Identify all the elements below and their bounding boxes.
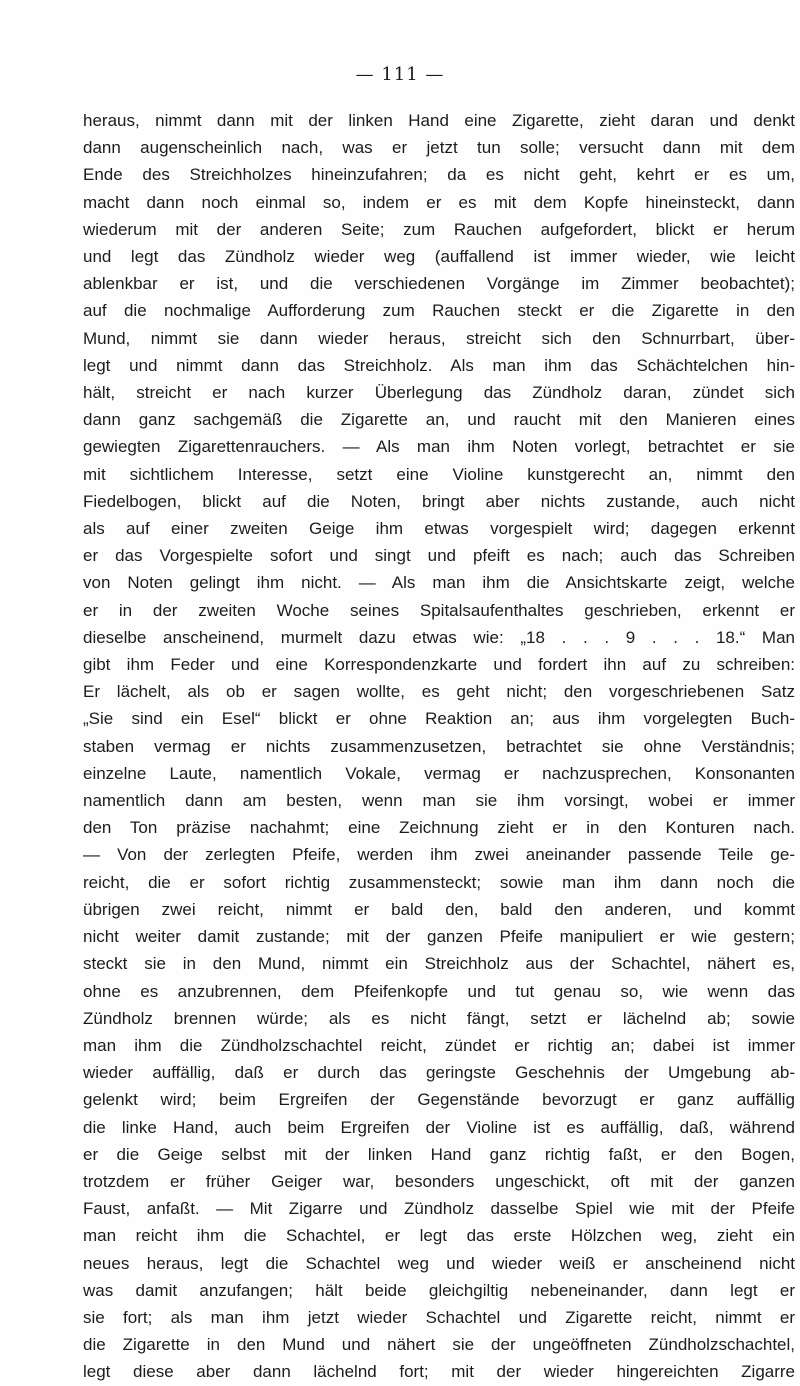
text-line: auf die nochmalige Aufforderung zum Rauchen steckt er die Zigarette in den — [83, 301, 795, 321]
text-line: Er lächelt, als ob er sagen wollte, es geht nicht; den vorgeschriebenen Satz — [83, 682, 795, 702]
text-line: die linke Hand, auch beim Ergreifen der Violine ist es auffällig, daß, während — [83, 1117, 795, 1137]
text-line: dieselbe anscheinend, murmelt dazu etwas wie: „18 . . . 9 . . . 18.“ Man — [83, 627, 795, 647]
text-line: den Ton präzise nachahmt; eine Zeichnung zieht er in den Konturen nach. — [83, 818, 795, 838]
text-line: neues heraus, legt die Schachtel weg und wieder weiß er anscheinend nicht — [83, 1253, 795, 1273]
text-line: er das Vorgespielte sofort und singt und pfeift es nach; auch das Schreiben — [83, 546, 795, 566]
page-number: — 111 — — [355, 64, 445, 85]
text-line: wiederum mit der anderen Seite; zum Rauchen aufgefordert, blickt er herum — [83, 219, 795, 239]
text-line: ohne es anzubrennen, dem Pfeifenkopfe und tut genau so, wie wenn das — [83, 981, 795, 1001]
text-line: sie fort; als man ihm jetzt wieder Schachtel und Zigarette reicht, nimmt er — [83, 1307, 795, 1327]
text-line: Ende des Streichholzes hineinzufahren; da es nicht geht, kehrt er es um, — [83, 165, 795, 185]
text-line: übrigen zwei reicht, nimmt er bald den, bald den anderen, und kommt — [83, 899, 795, 919]
text-line: gewiegten Zigarettenrauchers. — Als man ihm Noten vorlegt, betrachtet er sie — [83, 437, 795, 457]
text-line: als auf einer zweiten Geige ihm etwas vorgespielt wird; dagegen erkennt — [83, 519, 795, 539]
text-line: legt diese aber dann lächelnd fort; mit der wieder hingereichten Zigarre — [83, 1362, 795, 1382]
text-line: von Noten gelingt ihm nicht. — Als man ihm die Ansichtskarte zeigt, welche — [83, 573, 795, 593]
text-line: „Sie sind ein Esel“ blickt er ohne Reaktion an; aus ihm vorgelegten Buch- — [83, 709, 795, 729]
text-line: gibt ihm Feder und eine Korrespondenzkarte und fordert ihn auf zu schreiben: — [83, 655, 795, 675]
text-line: hält, streicht er nach kurzer Überlegung das Zündholz daran, zündet sich — [83, 383, 795, 403]
text-line: legt und nimmt dann das Streichholz. Als man ihm das Schächtelchen hin- — [83, 355, 795, 375]
text-line: er die Geige selbst mit der linken Hand ganz richtig faßt, er den Bogen, — [83, 1144, 795, 1164]
text-line: Fiedelbogen, blickt auf die Noten, bringt aber nichts zustande, auch nicht — [83, 491, 795, 511]
text-line: trotzdem er früher Geiger war, besonders ungeschickt, oft mit der ganzen — [83, 1171, 795, 1191]
text-line: ablenkbar er ist, und die verschiedenen Vorgänge im Zimmer beobachtet); — [83, 274, 795, 294]
text-line: dann ganz sachgemäß die Zigarette an, und raucht mit den Manieren eines — [83, 410, 795, 430]
text-line: gelenkt wird; beim Ergreifen der Gegenstände bevorzugt er ganz auffällig — [83, 1090, 795, 1110]
text-line: einzelne Laute, namentlich Vokale, vermag er nachzusprechen, Konsonanten — [83, 763, 795, 783]
text-line: man ihm die Zündholzschachtel reicht, zündet er richtig an; dabei ist immer — [83, 1035, 795, 1055]
text-line: Zündholz brennen würde; als es nicht fängt, setzt er lächelnd ab; sowie — [83, 1008, 795, 1028]
text-line: Mund, nimmt sie dann wieder heraus, streicht sich den Schnurrbart, über- — [83, 328, 795, 348]
text-line: mit sichtlichem Interesse, setzt eine Violine kunstgerecht an, nimmt den — [83, 464, 795, 484]
text-line: dann augenscheinlich nach, was er jetzt tun solle; versucht dann mit dem — [83, 138, 795, 158]
text-line: was damit anzufangen; hält beide gleichgiltig nebeneinander, dann legt er — [83, 1280, 795, 1300]
text-line: nicht weiter damit zustande; mit der ganzen Pfeife manipuliert er wie gestern; — [83, 927, 795, 947]
body-text — [83, 107, 795, 1386]
text-line: Faust, anfaßt. — Mit Zigarre und Zündholz dasselbe Spiel wie mit der Pfeife — [83, 1199, 795, 1219]
text-line: — Von der zerlegten Pfeife, werden ihm zwei aneinander passende Teile ge- — [83, 845, 795, 865]
text-line: und legt das Zündholz wieder weg (auffallend ist immer wieder, wie leicht — [83, 247, 795, 267]
text-line: wieder auffällig, daß er durch das geringste Geschehnis der Umgebung ab- — [83, 1063, 795, 1083]
text-line: staben vermag er nichts zusammenzusetzen, betrachtet sie ohne Verständnis; — [83, 736, 795, 756]
text-line: die Zigarette in den Mund und nähert sie der ungeöffneten Zündholzschachtel, — [83, 1335, 795, 1355]
text-line: reicht, die er sofort richtig zusammensteckt; sowie man ihm dann noch die — [83, 872, 795, 892]
text-line: er in der zweiten Woche seines Spitalsaufenthaltes geschrieben, erkennt er — [83, 600, 795, 620]
text-line: macht dann noch einmal so, indem er es mit dem Kopfe hineinsteckt, dann — [83, 192, 795, 212]
text-line: man reicht ihm die Schachtel, er legt das erste Hölzchen weg, zieht ein — [83, 1226, 795, 1246]
text-line: steckt sie in den Mund, nimmt ein Streichholz aus der Schachtel, nähert es, — [83, 954, 795, 974]
text-line: heraus, nimmt dann mit der linken Hand eine Zigarette, zieht daran und denkt — [83, 111, 795, 130]
text-line: namentlich dann am besten, wenn man sie ihm vorsingt, wobei er immer — [83, 791, 795, 811]
